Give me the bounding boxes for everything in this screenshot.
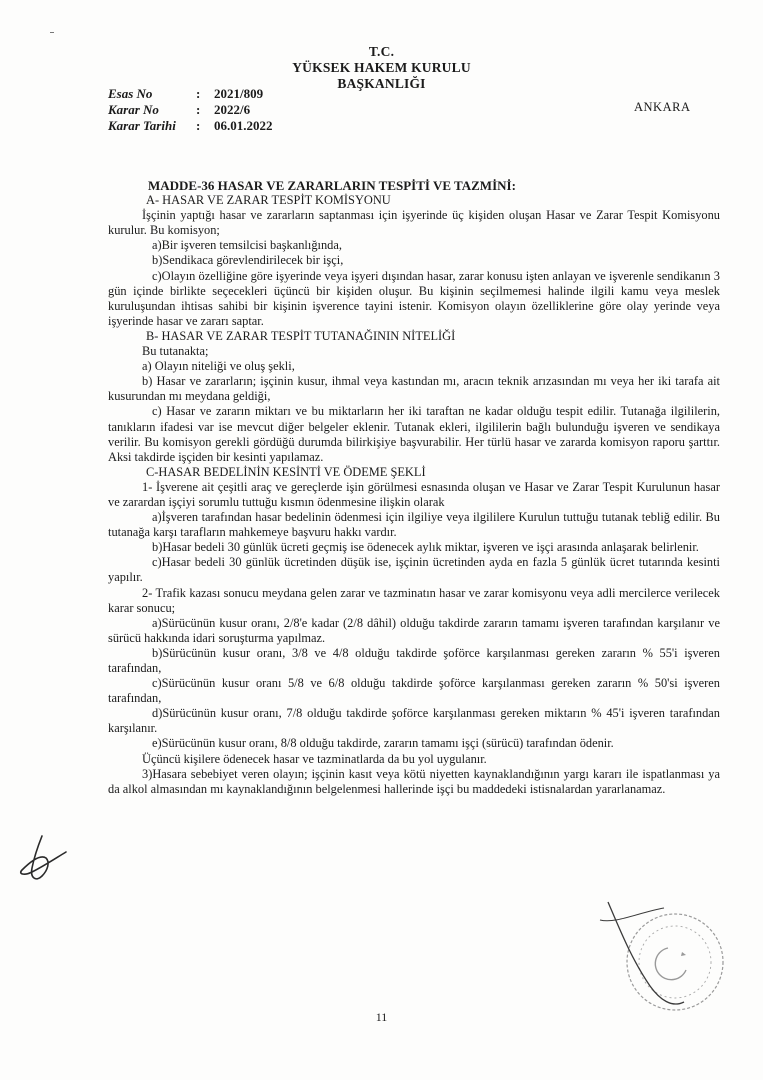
paragraph: b)Sürücünün kusur oranı, 3/8 ve 4/8 olduğu takdirde şoförce karşılanması gereken zararın % 55'i işveren tarafından, — [108, 645, 720, 675]
meta-separator: : — [196, 102, 201, 117]
paragraph: 2- Trafik kazası sonucu meydana gelen zarar ve tazminatın hasar ve zarar komisyonu veya adli mercilerce verilecek karar sonucu; — [108, 585, 720, 615]
meta-row — [108, 118, 273, 134]
meta-row — [108, 102, 273, 118]
article-title: MADDE-36 HASAR VE ZARARLARIN TESPİTİ VE TAZMİNİ: — [148, 178, 516, 193]
paragraph: c) Hasar ve zararın miktarı ve bu miktarların her iki taraftan ne kadar olduğu tespit edilir. Tutanağa ilgililerin, tanıkların ifadesi var ise mevcut diğer belgeler eklenir. Tutanak ekleri, ilgililerin bağlı bulunduğu işveren ve sendikaya verilir. Bu komisyon gerekli gördüğü durumda bilirkişiye başvurabilir. Her türlü hasar ve zararda komisyon raporu şarttır. Aksi takdirde işçiden bir kesinti yapılamaz. — [108, 404, 720, 464]
meta-separator: : — [196, 118, 201, 133]
meta-label: Karar Tarihi — [108, 118, 176, 133]
paragraph: c)Hasar bedeli 30 günlük ücretinden düşük ise, işçinin ücretinden ayda en fazla 5 günlük ücret tutarında kesinti yapılır. — [108, 555, 720, 585]
paragraph-list — [108, 193, 720, 797]
meta-row — [108, 86, 273, 102]
paragraph: Üçüncü kişilere ödenecek hasar ve tazminatlarda da bu yol uygulanır. — [142, 751, 487, 766]
paragraph: 1- İşverene ait çeşitli araç ve gereçlerde işin görülmesi esnasında oluşan ve Hasar ve Zarar Tespit Kurulunun hasar ve zarardan işçiyi sorumlu tuttuğu kısmın ödenmesine ilişkin olarak — [108, 479, 720, 509]
official-stamp — [580, 890, 730, 1030]
case-meta — [108, 86, 273, 134]
scan-mark — [50, 32, 54, 33]
paragraph: d)Sürücünün kusur oranı, 7/8 olduğu takdirde şoförce karşılanması gereken miktarın % 45'i işveren tarafından karşılanır. — [108, 706, 720, 736]
city: ANKARA — [634, 100, 691, 114]
paragraph: İşçinin yaptığı hasar ve zararların saptanması için işyerinde üç kişiden oluşan Hasar ve Zarar Tespit Komisyonu kurulur. Bu komisyon; — [108, 208, 720, 238]
meta-value: 2021/809 — [214, 86, 264, 101]
header-presidency: BAŞKANLIĞI — [337, 76, 426, 91]
meta-value: 2022/6 — [214, 102, 251, 117]
section-heading: A- HASAR VE ZARAR TESPİT KOMİSYONU — [146, 193, 391, 208]
paragraph: Bu tutanakta; — [142, 344, 209, 359]
page-number: 11 — [375, 1010, 388, 1024]
paragraph: a)Sürücünün kusur oranı, 2/8'e kadar (2/8 dâhil) olduğu takdirde zararın tamamı işveren tarafından karşılanır ve sürücü hakkında idari soruşturma yapılmaz. — [108, 615, 720, 645]
paragraph: b) Hasar ve zararların; işçinin kusur, ihmal veya kastından mı, aracın teknik arızasından mı veya her iki tarafa ait kusurundan mı meydana geldiği, — [108, 374, 720, 404]
paragraph: a)İşveren tarafından hasar bedelinin ödenmesi için ilgiliye veya ilgililere Kurulun tuttuğu tutanak tebliğ edilir. Bu tutanağa karşı tarafların mahkemeye başvuru hakkı vardır. — [108, 510, 720, 540]
meta-separator: : — [196, 86, 201, 101]
meta-value: 06.01.2022 — [214, 118, 273, 133]
section-heading: C-HASAR BEDELİNİN KESİNTİ VE ÖDEME ŞEKLİ — [146, 464, 426, 479]
header-tc: T.C. — [368, 44, 395, 59]
paragraph: a)Bir işveren temsilcisi başkanlığında, — [152, 238, 342, 253]
meta-label: Esas No — [108, 86, 153, 101]
signature-initial — [12, 832, 72, 892]
paragraph: c)Sürücünün kusur oranı 5/8 ve 6/8 olduğu takdirde şoförce karşılanması gereken zararın % 50'si işveren tarafından, — [108, 676, 720, 706]
paragraph: b)Sendikaca görevlendirilecek bir işçi, — [152, 253, 344, 268]
section-heading: B- HASAR VE ZARAR TESPİT TUTANAĞININ NİTELİĞİ — [146, 328, 456, 343]
paragraph: 3)Hasara sebebiyet veren olayın; işçinin kasıt veya kötü niyetten kaynaklandığının yargı kararı ile ispatlanması ya da alkol almasından mı kaynaklandığının belgelenmesi hallerinde işçi bu maddedeki istisnalardan yararlanamaz. — [108, 766, 720, 796]
header-institution: YÜKSEK HAKEM KURULU — [292, 60, 471, 75]
paragraph: b)Hasar bedeli 30 günlük ücreti geçmiş ise ödenecek aylık miktar, işveren ve işçi arasında anlaşarak belirlenir. — [152, 540, 699, 555]
paragraph: e)Sürücünün kusur oranı, 8/8 olduğu takdirde, zararın tamamı işçi (sürücü) tarafından ödenir. — [152, 736, 614, 751]
meta-label: Karar No — [108, 102, 159, 117]
paragraph: a) Olayın niteliği ve oluş şekli, — [142, 359, 295, 374]
paragraph: c)Olayın özelliğine göre işyerinde veya işyeri dışından hasar, zarar konusu işten anlayan ve işverenle sendikanın 3 gün içinde birlikte seçecekleri üçüncü bir kişiden oluşur. Bu kişinin seçilmemesi halinde ilgili kamu veya meslek kuruluşundan ihtisas sahibi bir kişinin işverence tayini istenir. Komisyon olayın özelliklerine göre olay yerinde veya işyerinde hasar ve zararı saptar. — [108, 268, 720, 328]
document-body — [108, 178, 720, 797]
